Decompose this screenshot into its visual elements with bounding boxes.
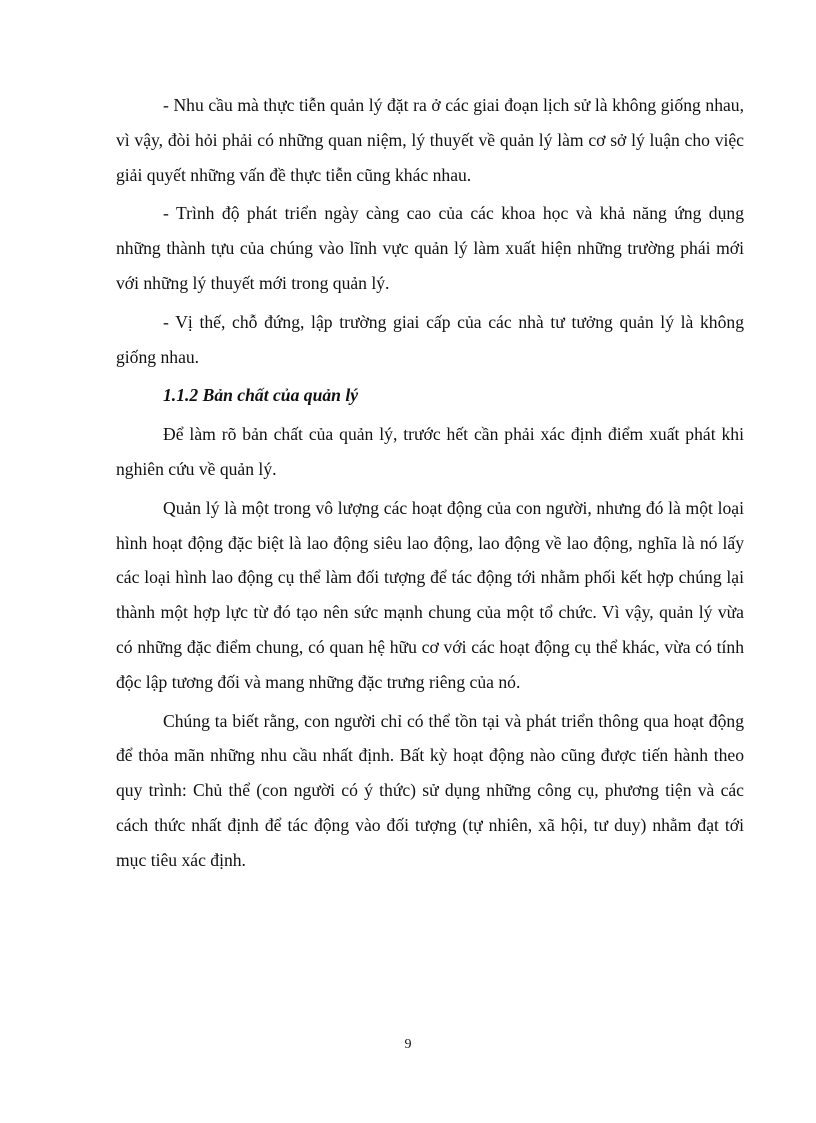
paragraph-starting-point: Để làm rõ bản chất của quản lý, trước hết cần phải xác định điểm xuất phát khi nghiên cứu về quản lý. (116, 424, 744, 479)
paragraph-human-activity: Chúng ta biết rằng, con người chỉ có thể tồn tại và phát triển thông qua hoạt động để thỏa mãn những nhu cầu nhất định. Bất kỳ hoạt động nào cũng được tiến hành theo quy trình: Chủ thể (con người có ý thức) sử dụng những công cụ, phương tiện và các cách thức nhất định để tác động vào đối tượng (tự nhiên, xã hội, tư duy) nhằm đạt tới mục tiêu xác định. (116, 710, 744, 870)
page-number: 9 (404, 1037, 412, 1052)
paragraph-management-definition: Quản lý là một trong vô lượng các hoạt động của con người, nhưng đó là một loại hình hoạt động đặc biệt là lao động siêu lao động, lao động về lao động, nghĩa là nó lấy các loại hình lao động cụ thể làm đối tượng để tác động tới nhằm phối kết hợp chúng lại thành một hợp lực từ đó tạo nên sức mạnh chung của một tổ chức. Vì vậy, quản lý vừa có những đặc điểm chung, có quan hệ hữu cơ với các hoạt động cụ thể khác, vừa có tính độc lập tương đối và mang những đặc trưng riêng của nó. (116, 497, 744, 692)
paragraph-science-development: - Trình độ phát triển ngày càng cao của các khoa học và khả năng ứng dụng những thành tựu của chúng vào lĩnh vực quản lý làm xuất hiện những trường phái mới với những lý thuyết mới trong quản lý. (116, 203, 744, 293)
document-body (116, 88, 744, 882)
paragraph-class-position: - Vị thế, chỗ đứng, lập trường giai cấp của các nhà tư tưởng quản lý là không giống nhau. (116, 311, 744, 367)
section-heading: 1.1.2 Bản chất của quản lý (163, 385, 359, 406)
paragraph-needs: - Nhu cầu mà thực tiễn quản lý đặt ra ở các giai đoạn lịch sử là không giống nhau, vì vậy, đòi hỏi phải có những quan niệm, lý thuyết về quản lý làm cơ sở lý luận cho việc giải quyết những vấn đề thực tiễn cũng khác nhau. (116, 95, 744, 185)
